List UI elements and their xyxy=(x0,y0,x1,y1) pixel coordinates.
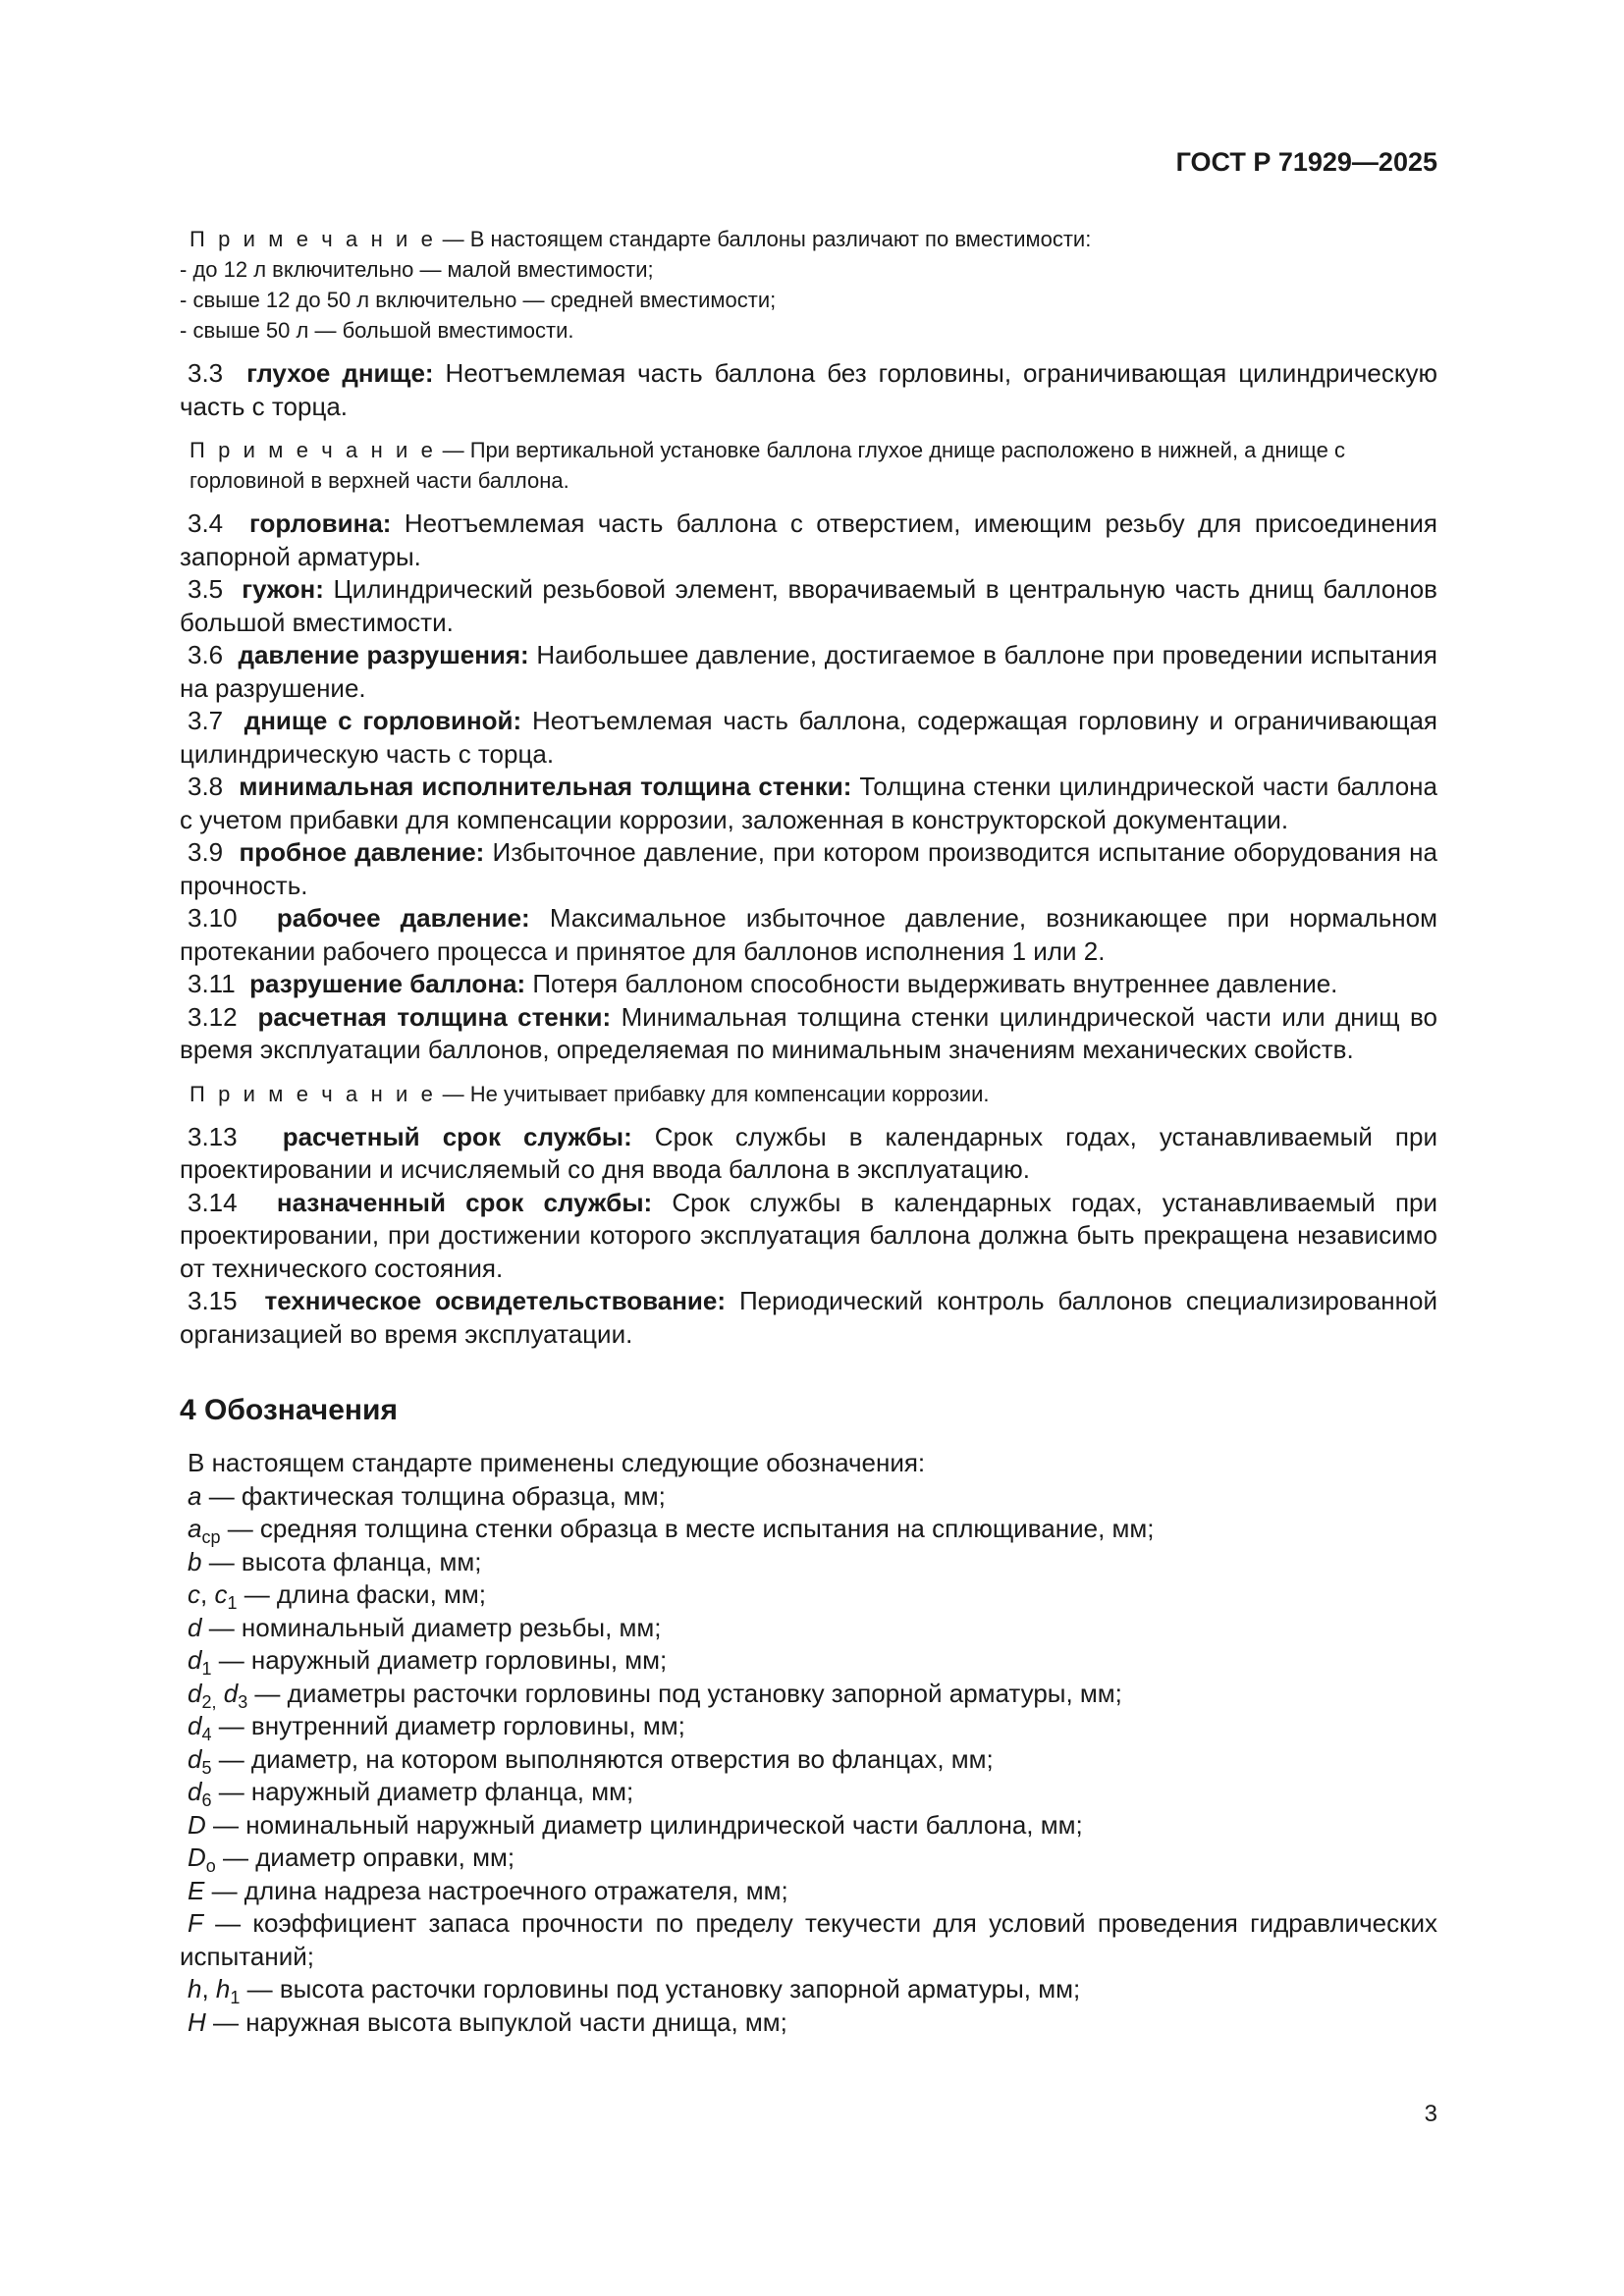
note-text: — При вертикальной установке баллона глухое днище расположено в нижней, а днище с горловиной в верхней части баллона. xyxy=(189,438,1345,493)
note-label: П р и м е ч а н и е xyxy=(189,1081,437,1106)
term-3-9: 3.9 пробное давление: Избыточное давление, при котором производится испытание оборудования на прочность. xyxy=(180,837,1438,900)
term-3-7: 3.7 днище с горловиной: Неотъемлемая часть баллона, содержащая горловину и ограничивающая цилиндрическую часть с торца. xyxy=(180,706,1437,769)
symbol-item: $D_o$ — диаметр оправки, мм; xyxy=(188,1842,515,1876)
term-3-6: 3.6 давление разрушения: Наибольшее давление, достигаемое в баллоне при проведении испытания на разрушение. xyxy=(180,640,1437,703)
symbol-item: F — коэффициент запаса прочности по пределу текучести для условий проведения гидравлических испытаний; xyxy=(180,1908,1437,1971)
note-corrosion xyxy=(180,1079,1437,1109)
term-3-15: 3.15 техническое освидетельствование: Периодический контроль баллонов специализированной организацией во время эксплуатации. xyxy=(180,1286,1437,1349)
symbol-item: h, $h_1$ — высота расточки горловины под установку запорной арматуры, мм; xyxy=(188,1974,1081,2007)
term-3-13: 3.13 расчетный срок службы: Срок службы в календарных годах, устанавливаемый при проектировании и исчисляемый со дня ввода баллона в эксплуатацию. xyxy=(180,1121,1437,1184)
term-3-11: 3.11 разрушение баллона: Потеря баллоном способности выдерживать внутреннее давление. xyxy=(188,969,1338,998)
note-item: - свыше 50 л — большой вместимости. xyxy=(180,318,574,343)
symbol-item: $a_{ср}$ — средняя толщина стенки образца в месте испытания на сплющивание, мм; xyxy=(188,1514,1155,1547)
symbol-item: b — высота фланца, мм; xyxy=(188,1546,482,1576)
symbol-item: E — длина надреза настроечного отражателя, мм; xyxy=(188,1875,788,1905)
term-3-4: 3.4 горловина: Неотъемлемая часть баллона с отверстием, имеющим резьбу для присоединения запорной арматуры. xyxy=(180,508,1437,571)
document-code: ГОСТ Р 71929—2025 xyxy=(1175,147,1437,177)
section-heading: 4 Обозначения xyxy=(180,1394,398,1426)
page-content xyxy=(180,224,1437,2039)
note-capacity xyxy=(180,224,1437,346)
note-item: - свыше 12 до 50 л включительно — средней вместимости; xyxy=(180,288,777,312)
note-item: - до 12 л включительно — малой вместимости; xyxy=(180,257,654,282)
note-label: П р и м е ч а н и е xyxy=(189,227,437,251)
symbol-item: D — номинальный наружный диаметр цилиндрической части баллона, мм; xyxy=(188,1809,1083,1840)
symbol-item: $d_5$ — диаметр, на котором выполняются отверстия во фланцах, мм; xyxy=(188,1743,994,1778)
symbol-item: $d_1$ — наружный диаметр горловины, мм; xyxy=(188,1645,668,1679)
term-3-8: 3.8 минимальная исполнительная толщина стенки: Толщина стенки цилиндрической части баллона с учетом прибавки для компенсации коррозии, заложенная в конструкторской документации. xyxy=(180,772,1437,834)
term-3-3: 3.3 глухое днище: Неотъемлемая часть баллона без горловины, ограничивающая цилиндрическую часть с торца. xyxy=(180,358,1437,421)
note-bottom-position xyxy=(180,435,1437,496)
symbol-item: c, $c_1$ — длина фаски, мм; xyxy=(188,1579,486,1613)
symbol-item: $d_6$ — наружный диаметр фланца, мм; xyxy=(188,1777,634,1810)
section-intro: В настоящем стандарте применены следующие обозначения: xyxy=(188,1448,926,1477)
term-3-5: 3.5 гужон: Цилиндрический резьбовой элемент, вворачиваемый в центральную часть днищ баллонов большой вместимости. xyxy=(180,574,1437,637)
term-3-10: 3.10 рабочее давление: Максимальное избыточное давление, возникающее при нормальном протекании рабочего процесса и принятое для баллонов исполнения 1 или 2. xyxy=(180,903,1437,966)
symbol-item: a — фактическая толщина образца, мм; xyxy=(188,1480,666,1511)
note-text: — Не учитывает прибавку для компенсации коррозии. xyxy=(436,1081,990,1106)
note-label: П р и м е ч а н и е xyxy=(189,438,437,462)
symbol-item: H — наружная высота выпуклой части днища, мм; xyxy=(188,2006,787,2037)
term-3-12: 3.12 расчетная толщина стенки: Минимальная толщина стенки цилиндрической части или днищ во время эксплуатации баллонов, определяемая по минимальным значениям механических свойств. xyxy=(180,1001,1437,1064)
symbol-item: $d_4$ — внутренний диаметр горловины, мм; xyxy=(188,1711,685,1744)
page-number: 3 xyxy=(1424,2101,1437,2127)
symbol-item: d — номинальный диаметр резьбы, мм; xyxy=(188,1612,662,1642)
symbol-item: $d_{2,}$ $d_3$ — диаметры расточки горловины под установку запорной арматуры, мм; xyxy=(188,1678,1122,1712)
term-3-14: 3.14 назначенный срок службы: Срок службы в календарных годах, устанавливаемый при проектировании, при достижении которого эксплуатация баллона должна быть прекращена независимо от технического состояния. xyxy=(180,1187,1438,1283)
note-text: — В настоящем стандарте баллоны различают по вместимости: xyxy=(436,227,1092,251)
